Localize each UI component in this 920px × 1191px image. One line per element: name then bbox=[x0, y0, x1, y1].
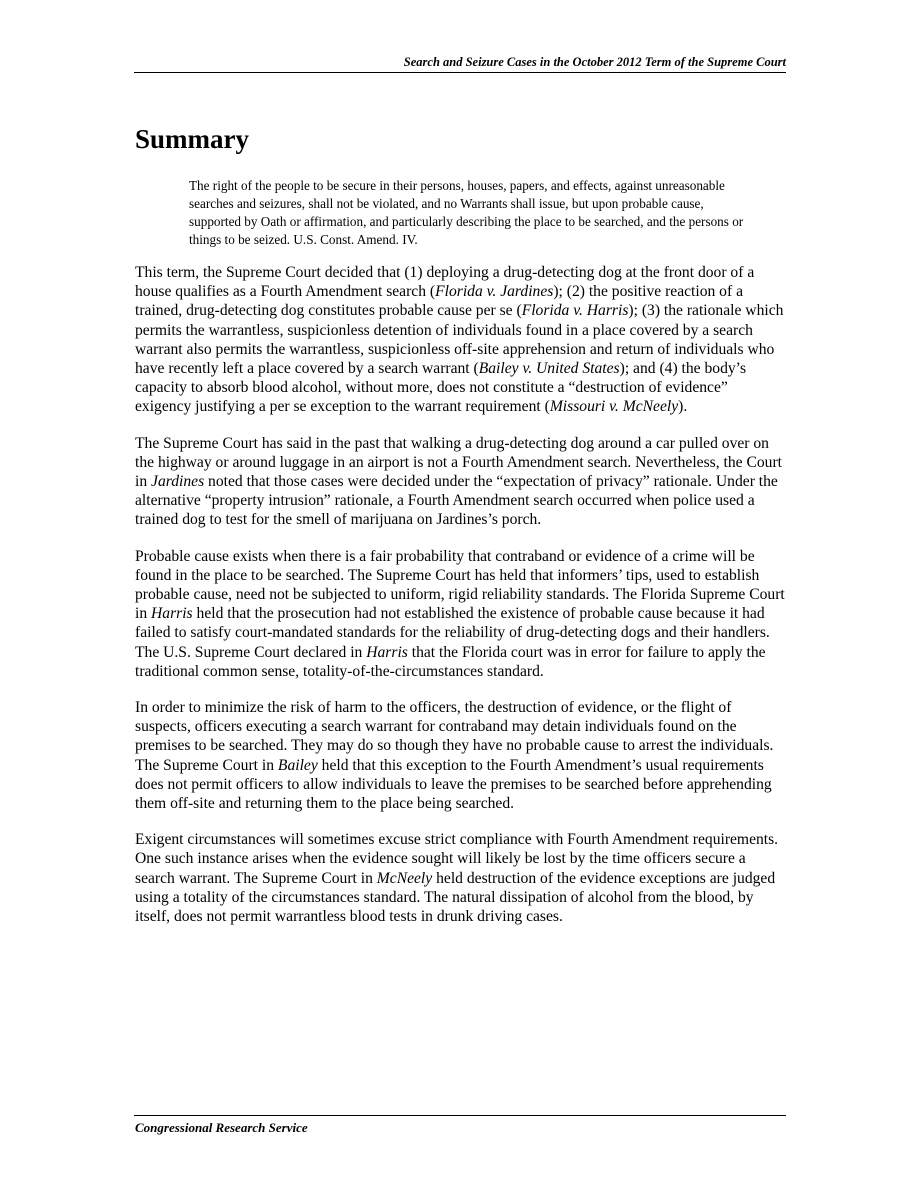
paragraph bbox=[135, 547, 787, 681]
case-name: Bailey v. United States bbox=[478, 360, 620, 378]
paragraph bbox=[135, 263, 787, 417]
text-run: ); and (4) the body’s capacity to absorb blood alcohol, without more, does not constitute a “destruction of evidence” exigency justifying a per se exception to the warrant requirement ( bbox=[135, 360, 747, 416]
paragraph bbox=[135, 434, 787, 530]
text-run: that the Florida court was in error for failure to apply the traditional common sense, totality-of-the-circumstances standard. bbox=[135, 643, 766, 680]
constitution-quote: The right of the people to be secure in their persons, houses, papers, and effects, against unreasonable searches and seizures, shall not be violated, and no Warrants shall issue, but upon probable cause, supported by Oath or affirmation, and particularly describing the place to be searched, and the persons or things to be seized. U.S. Const. Amend. IV. bbox=[189, 178, 744, 247]
text-run: The Supreme Court has said in the past that walking a drug-detecting dog around a car pulled over on the highway or around luggage in an airport is not a Fourth Amendment search. Nevertheless, the Court in bbox=[135, 434, 782, 491]
text-run: held that the prosecution had not established the existence of probable cause because it had failed to satisfy court-mandated standards for the reliability of drug-detecting dogs and their handlers. The U.S. Supreme Court declared in bbox=[135, 605, 770, 661]
case-name: Bailey bbox=[277, 756, 318, 774]
case-name: Florida v. Harris bbox=[521, 302, 629, 320]
case-name: Florida v. Jardines bbox=[435, 283, 554, 301]
text-run: held destruction of the evidence exceptions are judged using a totality of the circumstances standard. The natural dissipation of alcohol from the blood, by itself, does not permit warrantless blood tests in drunk driving cases. bbox=[135, 869, 776, 926]
summary-body bbox=[135, 263, 787, 943]
text-run: noted that those cases were decided under the “expectation of privacy” rationale. Under the alternative “property intrusion” rationale, a Fourth Amendment search occurred when police used a trained dog to test for the smell of marijuana on Jardines’s porch. bbox=[135, 473, 778, 529]
text-run: ); (2) the positive reaction of a trained, drug-detecting dog constitutes probable cause per se ( bbox=[135, 283, 743, 320]
footer-divider bbox=[134, 1115, 786, 1116]
text-run: ). bbox=[678, 398, 688, 416]
text-run: This term, the Supreme Court decided that (1) deploying a drug-detecting dog at the front door of a house qualifies as a Fourth Amendment search ( bbox=[135, 264, 755, 301]
text-run: ); (3) the rationale which permits the warrantless, suspicionless detention of individuals found in a place covered by a search warrant also permits the warrantless, suspicionless off-site apprehension and return of individuals who have recently left a place covered by a search warrant ( bbox=[135, 302, 784, 378]
case-name: McNeely bbox=[376, 869, 433, 887]
case-name: Harris bbox=[366, 643, 408, 661]
footer-publisher: Congressional Research Service bbox=[135, 1120, 308, 1135]
text-run: In order to minimize the risk of harm to the officers, the destruction of evidence, or the flight of suspects, officers executing a search warrant for contraband may detain individuals found on the premises to be searched. They may do so though they have no probable cause to arrest the individuals. The Supreme Court in bbox=[135, 699, 774, 774]
case-name: Jardines bbox=[151, 473, 205, 491]
case-name: Missouri v. McNeely bbox=[549, 398, 679, 416]
paragraph bbox=[135, 698, 787, 813]
running-header: Search and Seizure Cases in the October 2012 Term of the Supreme Court bbox=[403, 55, 786, 69]
paragraph bbox=[135, 830, 787, 926]
text-run: Exigent circumstances will sometimes excuse strict compliance with Fourth Amendment requirements. One such instance arises when the evidence sought will likely be lost by the time officers secure a search warrant. The Supreme Court in bbox=[135, 831, 779, 887]
text-run: held that this exception to the Fourth Amendment’s usual requirements does not permit officers to allow individuals to leave the premises to be searched before apprehending them off-site and returning them to the place being searched. bbox=[135, 756, 772, 813]
page-title: Summary bbox=[135, 124, 249, 154]
text-run: Probable cause exists when there is a fair probability that contraband or evidence of a crime will be found in the place to be searched. The Supreme Court has held that informers’ tips, used to establish probable cause, need not be subjected to uniform, rigid reliability standards. The Florida Supreme Court in bbox=[135, 547, 785, 623]
header-divider bbox=[134, 72, 786, 73]
case-name: Harris bbox=[151, 605, 193, 623]
